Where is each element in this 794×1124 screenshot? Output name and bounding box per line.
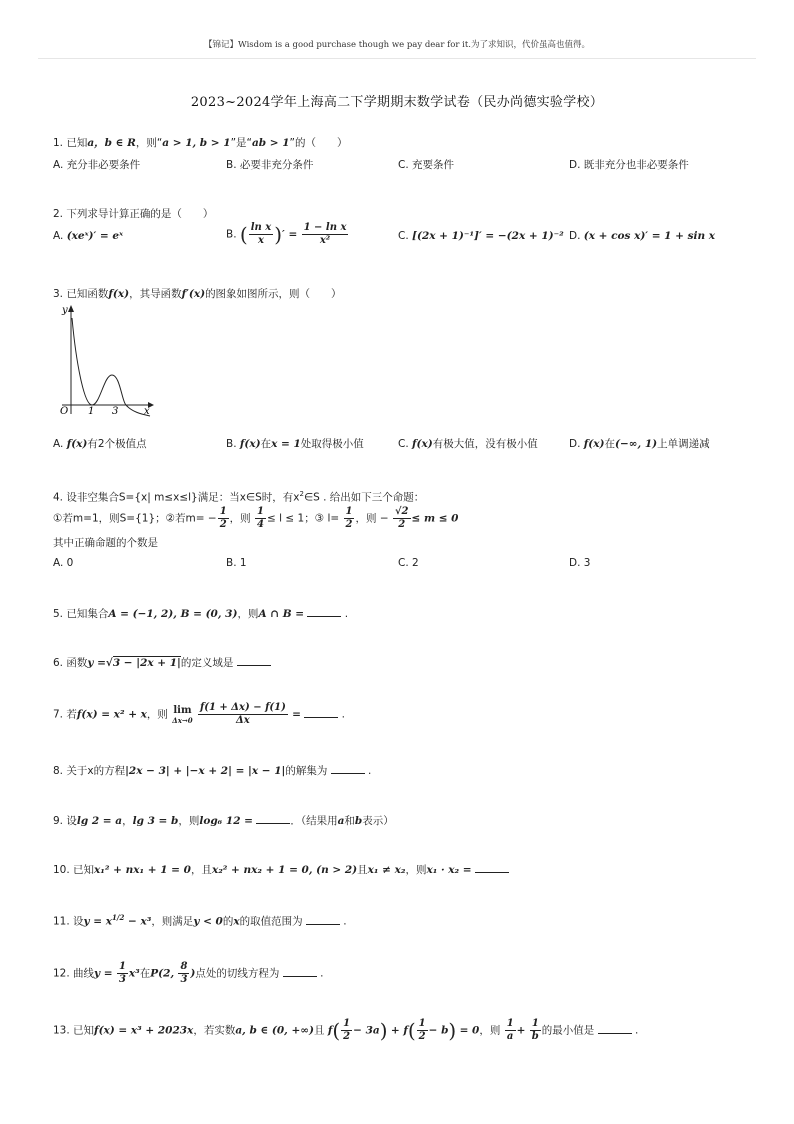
question-4-stem: 4. 设非空集合S={x| m≤x≤l}满足：当x∈S时，有$x^2\in S$ . 给出如下三个命题： — [53, 490, 425, 504]
question-3-option-d[interactable]: D. f(x)在(−∞, 1)上单调递减 — [569, 438, 710, 450]
question-1-stem: 1. 已知a，b ∈ R，则“a > 1, b > 1”是“ab > 1”的（ ） — [53, 137, 348, 149]
y-axis-label: y — [62, 305, 68, 316]
answer-blank[interactable] — [331, 763, 365, 774]
page-title: 2023~2024学年上海高二下学期期末数学试卷（民办尚德实验学校） — [190, 95, 604, 110]
header-motto: 【锦记】Wisdom is a good purchase though we pay dear for it.为了求知识，代价虽高也值得。 — [203, 40, 591, 50]
tick-label-1: 1 — [88, 406, 95, 417]
answer-blank[interactable] — [256, 813, 290, 824]
derivative-curve — [72, 318, 150, 416]
question-3-option-b[interactable]: B. f(x)在x = 1处取得极小值 — [226, 438, 364, 450]
question-8: 8. 关于x的方程|2x − 3| + |−x + 2| = |x − 1|的解集为 . — [53, 765, 372, 777]
answer-blank[interactable] — [598, 1023, 632, 1034]
answer-blank[interactable] — [283, 966, 317, 977]
question-2-option-a[interactable]: A. (xeˣ)′ = eˣ — [53, 230, 124, 242]
question-3-option-a[interactable]: A. f(x)有2个极值点 — [53, 438, 147, 450]
origin-label: O — [60, 406, 69, 417]
question-2-stem: 2. 下列求导计算正确的是（ ） — [53, 208, 214, 220]
question-5: 5. 已知集合A = (−1, 2), B = (0, 3)，则A ∩ B = . — [53, 608, 349, 620]
question-1-option-c[interactable]: C. 充要条件 — [398, 159, 455, 171]
question-6: 6. 函数y =√3 − |2x + 1|的定义域是 — [53, 655, 271, 670]
tick-label-3: 3 — [112, 406, 119, 417]
question-4-option-a[interactable]: A. 0 — [53, 557, 74, 569]
question-1-option-b[interactable]: B. 必要非充分条件 — [226, 159, 314, 171]
question-4-option-b[interactable]: B. 1 — [226, 557, 247, 569]
question-2-option-d[interactable]: D. (x + cos x)′ = 1 + sin x — [569, 230, 716, 242]
question-1-option-a[interactable]: A. 充分非必要条件 — [53, 159, 141, 171]
question-4-prompt: 其中正确命题的个数是 — [53, 537, 158, 549]
question-4-propositions: ①若m=1，则S={1}；②若m= − $\frac{1}{2}$ ，则 $\frac{1}{4}$ ≤ l ≤ 1；③ l= $\frac{1}{2}$ ，则 − $\frac{√2}{2}$ ≤ m ≤ 0 — [53, 506, 459, 530]
question-4-option-c[interactable]: C. 2 — [398, 557, 419, 569]
header-divider — [38, 58, 756, 59]
question-13: 13. 已知f(x) = x³ + 2023x，若实数a, b ∈ (0, +∞)且 f( $\frac{1}{2}$ − 3a) + f( $\frac{1}{2}$ − b) = 0，则 $\frac{1}{a}$ + $\frac{1}{b}$ 的最小值是 . — [53, 1018, 639, 1043]
answer-blank[interactable] — [306, 914, 340, 925]
x-axis-label: x — [144, 406, 150, 417]
answer-blank[interactable] — [475, 862, 509, 873]
question-3-stem: 3. 已知函数f(x)，其导函数f′(x)的图象如图所示，则（ ） — [53, 288, 342, 300]
question-1-option-d[interactable]: D. 既非充分也非必要条件 — [569, 159, 689, 171]
derivative-graph — [56, 302, 156, 420]
question-4-option-d[interactable]: D. 3 — [569, 557, 591, 569]
question-3-option-c[interactable]: C. f(x)有极大值，没有极小值 — [398, 438, 538, 450]
answer-blank[interactable] — [304, 707, 338, 718]
answer-blank[interactable] — [307, 606, 341, 617]
question-12: 12. 曲线y = $\frac{1}{3}$ x³在P(2, $\frac{8}{3}$ )点处的切线方程为 . — [53, 961, 324, 985]
y-axis-arrow-icon — [68, 305, 74, 312]
question-7: 7. 若f(x) = x² + x，则 lim Δx→0 $\frac{f(1 + \Delta x) - f(1)}{\Delta x}$ = . — [53, 702, 345, 726]
question-2-option-b[interactable]: B. ( $\frac{\text{ln x}}{x}$ )′ = $\frac{\text{1 − ln x}}{\text{x²}}$ — [226, 222, 347, 247]
question-10: 10. 已知x₁² + nx₁ + 1 = 0，且x₂² + nx₂ + 1 = 0, (n > 2)且x₁ ≠ x₂，则x₁ · x₂ = — [53, 862, 509, 877]
question-2-option-c[interactable]: C. [(2x + 1)⁻¹]′ = −(2x + 1)⁻² — [398, 230, 564, 242]
question-11: 11. 设$y = x^{1/2} - x^3$，则满足y < 0的x的取值范围为 . — [53, 913, 347, 928]
answer-blank[interactable] — [237, 655, 271, 666]
question-9: 9. 设lg 2 = a，lg 3 = b，则log₆ 12 = ．（结果用a和b表示） — [53, 815, 394, 827]
